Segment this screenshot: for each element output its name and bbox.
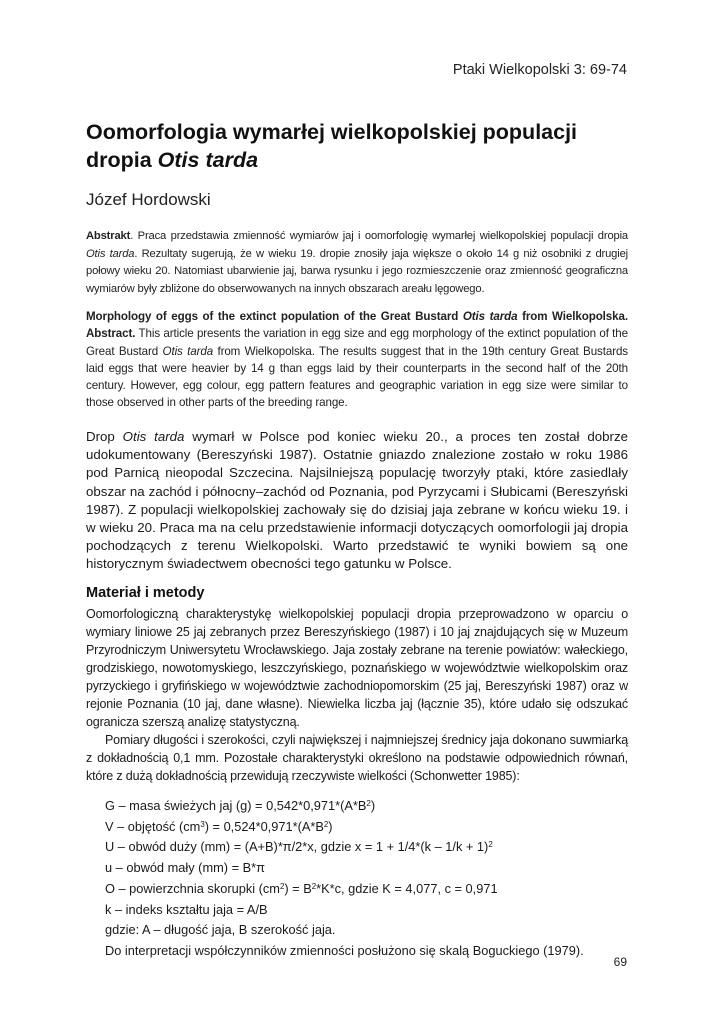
journal-citation: Ptaki Wielkopolski 3: 69-74 [452, 62, 627, 78]
abstract-pl-text-1: . Praca przedstawia zmienność wymiarów jaj i oomorfologię wymarłej wielkopolskiej populacji dropia [130, 230, 628, 242]
formula-volume [105, 817, 635, 838]
formula-surface-end: *K*c, gdzie K = 4,077, c = 0,971 [316, 880, 498, 896]
abstract-en-title-2: from Wielkopolska. [517, 310, 628, 323]
formula-large-circumference [105, 837, 635, 858]
formula-shape-index: k – indeks kształtu jaja = A/B [105, 901, 268, 917]
abstract-pl-text-2: . Rezultaty sugerują, że w wieku 19. dropie znosiły jaja większe o około 14 g niż osobniki z drugiej połowy wieku 20. Natomiast ubarwienie jaj, barwa rysunku i jego rozmieszczenie oraz zmienność geograficzna wymiarów były zbliżone do obserwowanych na innych obszarach areału lęgowego. [86, 247, 628, 295]
formula-legend: gdzie: A – długość jaja, B szerokość jaja. [105, 922, 336, 938]
formula-mass [105, 796, 635, 817]
formula-volume-text: V – objętość (cm [105, 818, 201, 834]
abstract-en-label: Abstract. [86, 327, 136, 341]
abstract-en-title-species: Otis tarda [462, 310, 518, 323]
abstract-en-text-2: from Wielkopolska. The results suggest that in the 19th century Great Bustards laid eggs that were heavier by 14 g than eggs laid by their counterparts in the second half of the 20th century. However, egg colour, egg pattern features and geographic variation in egg size were similar to those observed in other parts of the breeding range. [86, 344, 629, 410]
intro-text-1: Drop [86, 429, 123, 444]
abstract-english [86, 308, 628, 412]
abstract-pl-species: Otis tarda [86, 247, 135, 260]
formula-volume-unit-exp: 3 [200, 819, 205, 829]
methods-paragraph-1: Oomorfologiczną charakterystykę wielkopolskiej populacji dropia przeprowadzono w oparciu o wymiary liniowe 25 jaj zebranych przez Bereszyńskiego (1987) i 10 jaj znajdujących się w Muzeum Przyrodniczym Uniwersytetu Wrocławskiego. Jaja zostały zebrane na terenie powiatów: wałeckiego, grodziskiego, nowotomyskiego, leszczyńskiego, poznańskiego w województwie wielkopolskim oraz pyrzyckiego i gryfińskiego w województwie zachodniopomorskim (25 jaj, Bereszyński 1987) oraz w rejonie Poznania (10 jaj, dane własne). Niewielka liczba jaj (łącznie 35), które udało się odszukać ogranicza szerszą analizę statystyczną. [86, 607, 628, 729]
abstract-polish [86, 228, 628, 298]
intro-species: Otis tarda [122, 429, 185, 444]
formula-surface-mid: ) = B [284, 880, 312, 896]
introduction-paragraph [86, 428, 628, 574]
formula-list [105, 796, 635, 962]
formula-large-circ-exp: 2 [488, 840, 493, 850]
formula-large-circ-text: U – obwód duży (mm) = (A+B)*π/2*x, gdzie x = 1 + 1/4*(k – 1/k + 1) [105, 839, 489, 855]
abstract-en-title-1: Morphology of eggs of the extinct population of the Great Bustard [86, 310, 463, 323]
intro-text-2: wymarł w Polsce pod koniec wieku 20., a proces ten został dobrze udokumentowany (Bereszyński 1987). Ostatnie gniazdo znalezione zostało w roku 1986 pod Parnicą nieopodal Szczecina. Najsilniejszą populację tworzyły ptaki, które zasiedlały obszar na zachód i północny–zachód od Poznania, pod Pyrzycami i Słubicami (Bereszyński 1987). Z populacji wielkopolskiej zachowały się do dzisiaj jaja zebrane w końcu wieku 19. i w wieku 20. Praca ma na celu przedstawienie informacji dotyczących oomorfologii jaj dropia pochodzących z terenu Wielkopolski. Warto przedstawić te wyniki bowiem są one historycznym świadectwem obecności tego gatunku w Polsce. [86, 429, 628, 572]
formula-surface [105, 879, 635, 900]
section-heading-methods: Materiał i metody [86, 585, 205, 601]
abstract-pl-label: Abstrakt [86, 230, 131, 242]
article-title [86, 118, 646, 174]
abstract-en-text-1: This article presents the variation in egg size and egg morphology of the extinct population of the Great Bustard [86, 327, 628, 358]
formula-small-circumference: u – obwód mały (mm) = B*π [105, 860, 265, 876]
formula-surface-exp: 2 [311, 881, 317, 891]
methods-paragraph-2: Pomiary długości i szerokości, czyli największej i najmniejszej średnicy jaja dokonano suwmiarką z dokładnością 0,1 mm. Pozostałe charakterystyki określono na podstawie odpowiednich równań, które z dużą dokładnością przewidują rzeczywiste wielkości (Schonwetter 1985): [86, 733, 628, 783]
abstract-en-species: Otis tarda [162, 344, 214, 358]
author-name: Józef Hordowski [86, 190, 211, 209]
formula-volume-exp: 2 [323, 819, 329, 829]
formula-surface-text: O – powierzchnia skorupki (cm [105, 880, 280, 896]
formula-volume-mid: ) = 0,524*0,971*(A*B [204, 818, 324, 834]
title-species: Otis tarda [157, 148, 259, 172]
formula-volume-end: ) [328, 818, 333, 834]
methods-section [86, 605, 628, 785]
formula-mass-end: ) [370, 798, 376, 813]
title-text: Oomorfologia wymarłej wielkopolskiej populacji dropia [86, 120, 578, 172]
formula-mass-text: G – masa świeżych jaj (g) = 0,542*0,971*(A*B [105, 798, 367, 813]
formula-surface-unit-exp: 2 [279, 881, 285, 891]
page-number: 69 [613, 955, 627, 969]
formula-mass-exp: 2 [366, 799, 371, 809]
formula-note: Do interpretacji współczynników zmienności posłużono się skalą Boguckiego (1979). [105, 942, 584, 958]
